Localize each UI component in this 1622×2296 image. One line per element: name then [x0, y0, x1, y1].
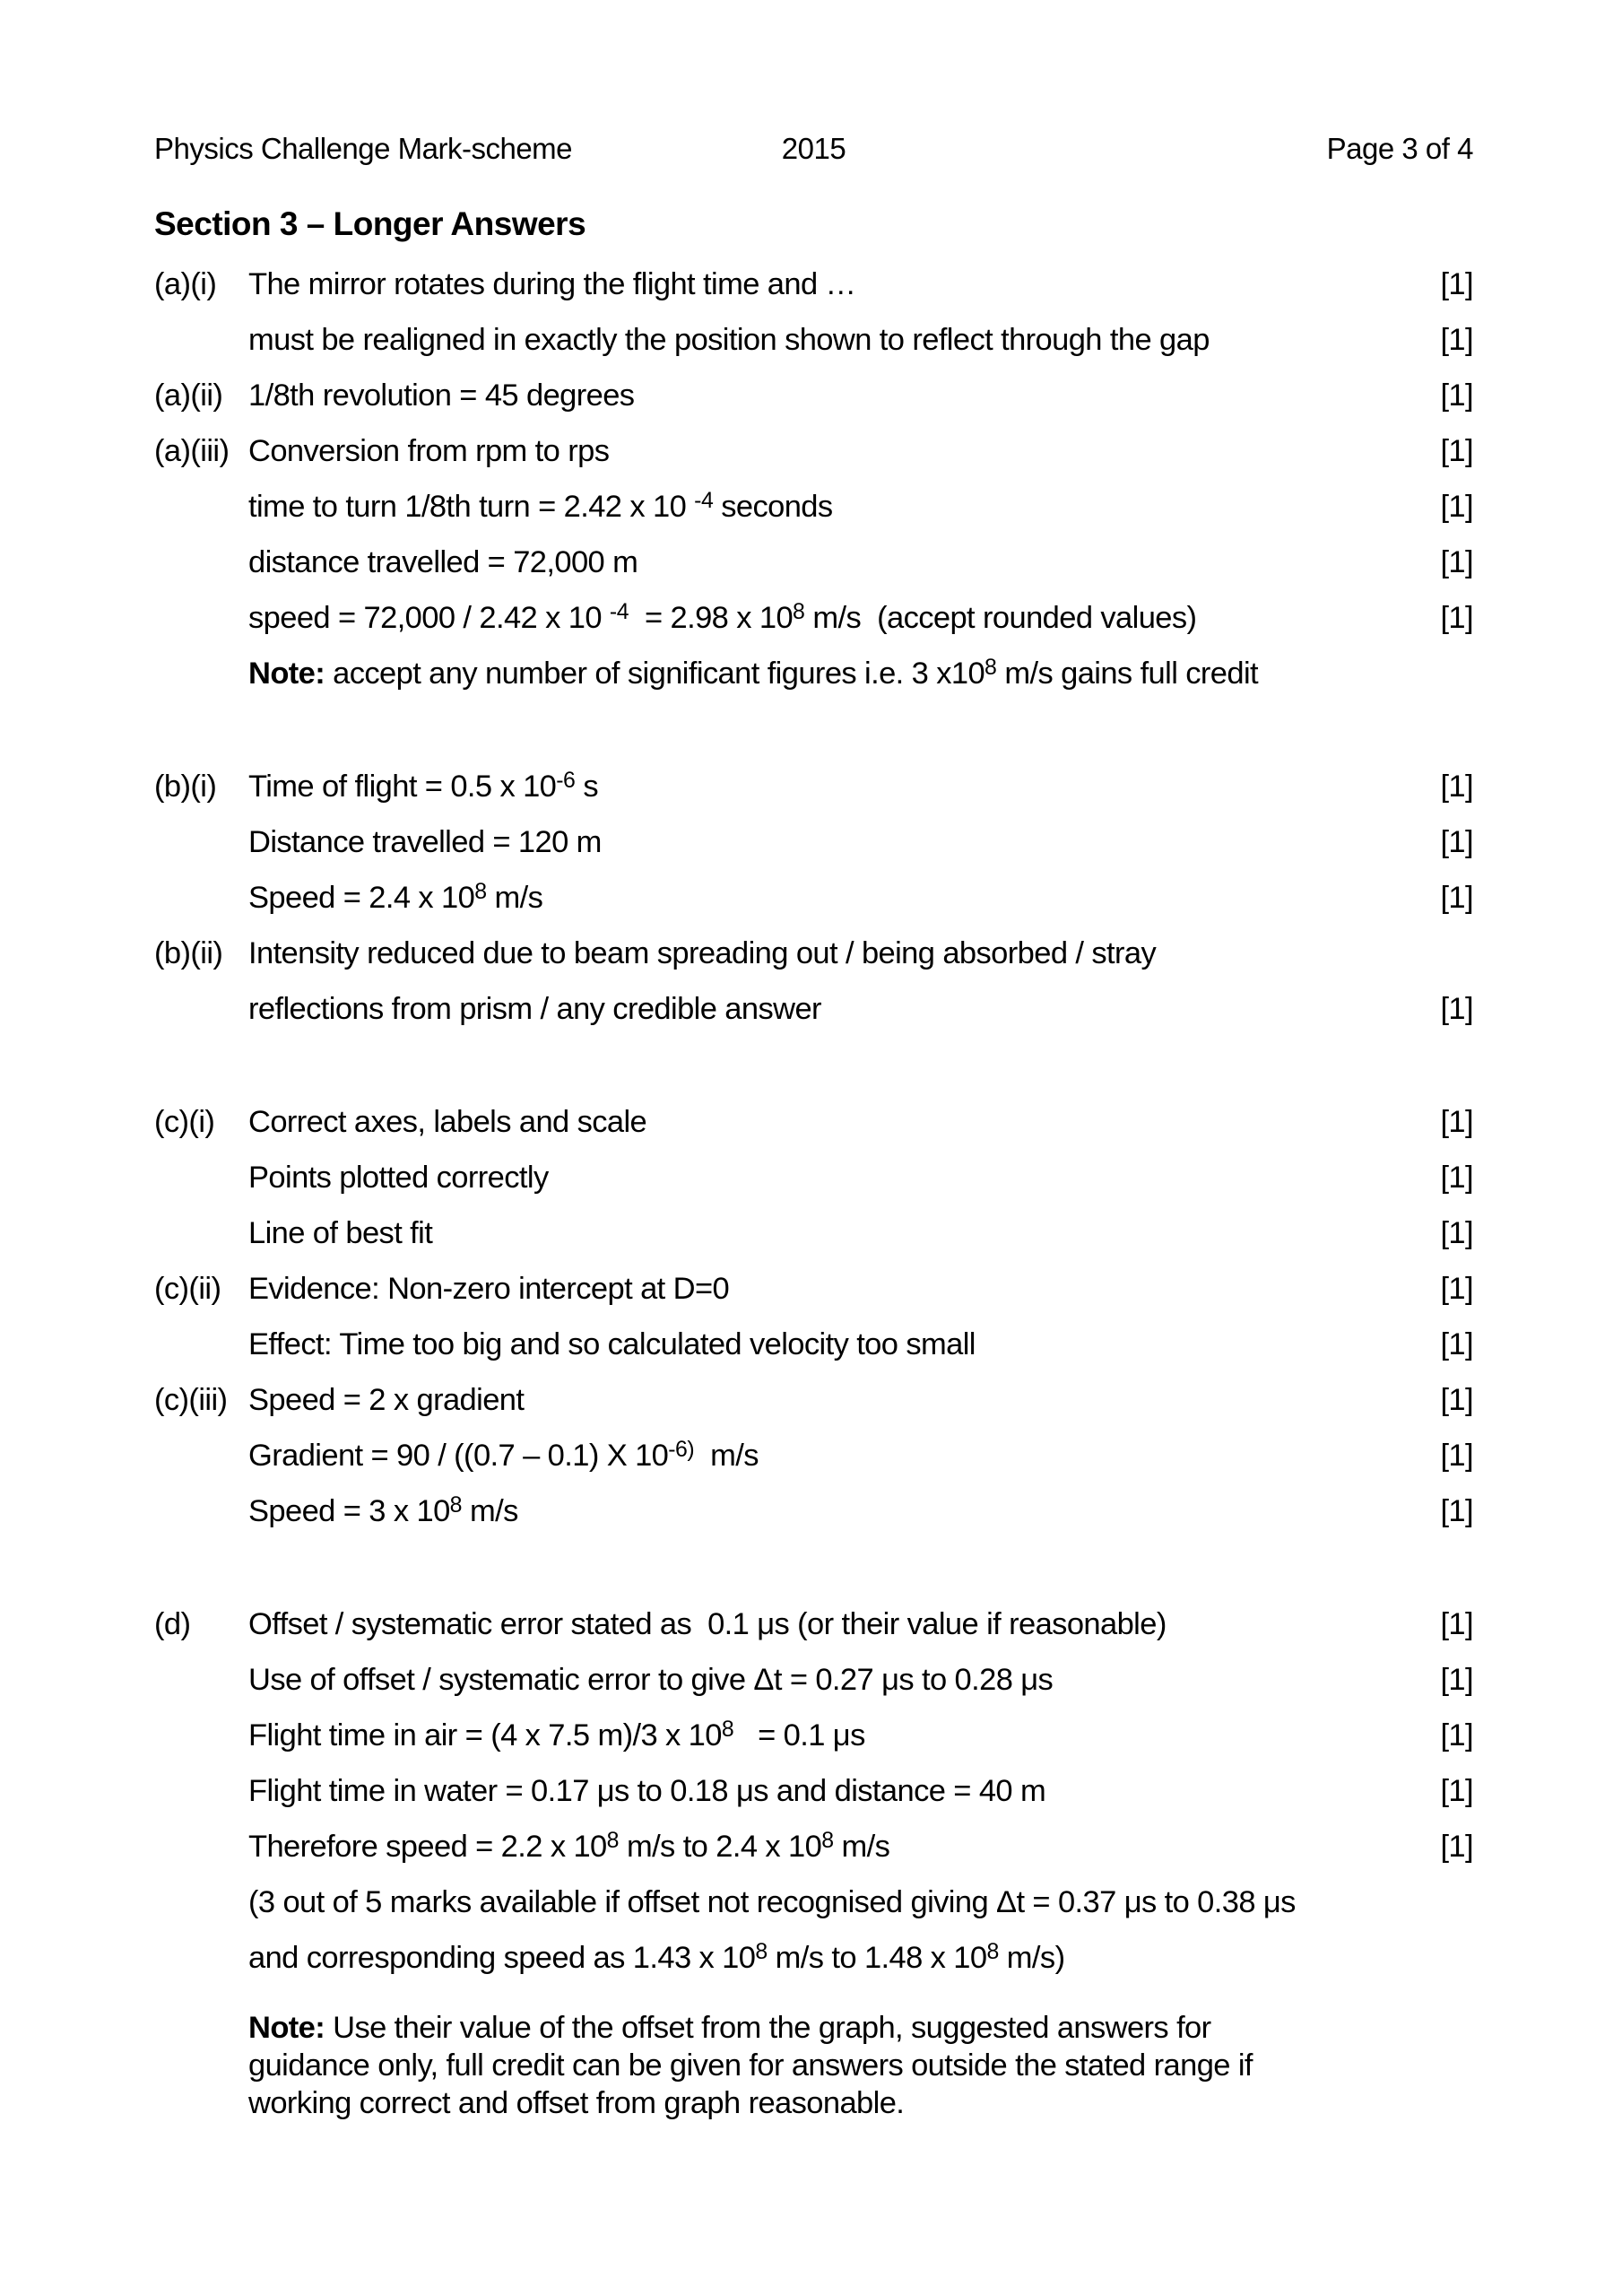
text-run: speed = 72,000 / 2.42 x 10 — [248, 601, 610, 635]
mark-scheme-row — [154, 1708, 1473, 1763]
item-text — [248, 1372, 1429, 1428]
text-run: reflections from prism / any credible answer — [248, 992, 821, 1026]
superscript: 8 — [986, 1939, 999, 1964]
mark-value: [1] — [1440, 323, 1473, 357]
mark-scheme-row — [154, 1483, 1473, 1539]
mark-value: [1] — [1440, 1105, 1473, 1139]
item-label — [154, 1652, 248, 1708]
item-text — [248, 2009, 1473, 2047]
text-run: The mirror rotates during the flight time and … — [248, 267, 856, 301]
mark-scheme-row — [154, 1150, 1473, 1205]
mark-scheme-row — [154, 646, 1473, 701]
mark-scheme-row — [154, 2047, 1473, 2084]
item-label — [154, 590, 248, 646]
mark-scheme-row — [154, 535, 1473, 590]
mark-scheme-row — [154, 1261, 1473, 1317]
mark-scheme-row — [154, 1428, 1473, 1483]
item-text — [248, 1205, 1429, 1261]
text-run: m/s (accept rounded values) — [804, 601, 1197, 635]
mark-scheme-row — [154, 870, 1473, 926]
item-label — [154, 312, 248, 368]
text-run: Use of offset / systematic error to give Δt = 0.27 μs to 0.28 μs — [248, 1663, 1054, 1697]
text-run: m/s) — [998, 1941, 1065, 1975]
item-label — [154, 1763, 248, 1819]
item-label: (b)(ii) — [154, 936, 223, 970]
superscript: 8 — [755, 1939, 768, 1964]
text-run: Speed = 2.4 x 10 — [248, 881, 475, 915]
mark-scheme-row — [154, 814, 1473, 870]
text-run: Use their value of the offset from the graph, suggested answers for — [325, 2011, 1211, 2045]
bold-run: Note: — [248, 2011, 325, 2045]
item-label — [154, 1428, 248, 1483]
mark-scheme-row — [154, 590, 1473, 646]
item-text — [248, 1708, 1429, 1763]
mark-scheme-row — [154, 1874, 1473, 1930]
mark-scheme-row — [154, 1596, 1473, 1652]
superscript: 8 — [793, 599, 805, 624]
mark-scheme-row — [154, 1819, 1473, 1874]
mark-value: [1] — [1440, 1494, 1473, 1528]
text-run: Speed = 2 x gradient — [248, 1383, 525, 1417]
item-label: (c)(ii) — [154, 1272, 221, 1306]
mark-scheme-row — [154, 1317, 1473, 1372]
item-label — [154, 535, 248, 590]
header-document-title: Physics Challenge Mark-scheme — [154, 132, 573, 165]
item-text — [248, 312, 1429, 368]
text-run: m/s to 2.4 x 10 — [618, 1830, 822, 1864]
item-label: (a)(i) — [154, 267, 217, 301]
item-label — [154, 981, 248, 1037]
item-label — [154, 1317, 248, 1372]
text-run: Therefore speed = 2.2 x 10 — [248, 1830, 607, 1864]
item-label — [154, 870, 248, 926]
mark-value: [1] — [1440, 490, 1473, 524]
item-label: (b)(i) — [154, 770, 217, 804]
mark-value: [1] — [1440, 434, 1473, 468]
item-text — [248, 1094, 1429, 1150]
item-text — [248, 1150, 1429, 1205]
text-run: s — [575, 770, 598, 804]
page-header — [154, 131, 1473, 167]
item-text — [248, 368, 1429, 423]
item-text — [248, 870, 1429, 926]
mark-value: [1] — [1440, 770, 1473, 804]
text-run: (3 out of 5 marks available if offset not recognised giving Δt = 0.37 μs to 0.38 μs — [248, 1885, 1296, 1919]
text-run: Distance travelled = 120 m — [248, 825, 602, 859]
item-text — [248, 1763, 1429, 1819]
superscript: -6 — [556, 768, 576, 793]
bold-run: Note: — [248, 657, 325, 691]
text-run: Points plotted correctly — [248, 1161, 549, 1195]
item-text — [248, 759, 1429, 814]
item-text — [248, 646, 1473, 701]
text-run: Speed = 3 x 10 — [248, 1494, 450, 1528]
text-run: accept any number of significant figures i.e. 3 x10 — [325, 657, 985, 691]
item-text — [248, 1819, 1429, 1874]
item-text — [248, 1261, 1429, 1317]
item-label: (c)(i) — [154, 1105, 215, 1139]
item-label — [154, 2084, 248, 2122]
section-title: Section 3 – Longer Answers — [154, 205, 586, 242]
item-label — [154, 1930, 248, 1986]
text-run: m/s — [486, 881, 543, 915]
text-run: distance travelled = 72,000 m — [248, 545, 638, 579]
item-label — [154, 814, 248, 870]
item-label — [154, 2047, 248, 2084]
item-text — [248, 1930, 1473, 1986]
text-run: Line of best fit — [248, 1216, 433, 1250]
item-text — [248, 590, 1429, 646]
mark-value: [1] — [1440, 1383, 1473, 1417]
mark-value: [1] — [1440, 378, 1473, 413]
mark-value: [1] — [1440, 881, 1473, 915]
item-text — [248, 981, 1429, 1037]
superscript: 8 — [984, 655, 997, 680]
mark-scheme-row — [154, 759, 1473, 814]
mark-value: [1] — [1440, 1663, 1473, 1697]
mark-scheme-row — [154, 1372, 1473, 1428]
mark-value: [1] — [1440, 1774, 1473, 1808]
text-run: Intensity reduced due to beam spreading out / being absorbed / stray — [248, 936, 1157, 970]
item-text — [248, 257, 1429, 312]
text-run: Flight time in water = 0.17 μs to 0.18 μs and distance = 40 m — [248, 1774, 1046, 1808]
item-text — [248, 1317, 1429, 1372]
text-run: = 2.98 x 10 — [629, 601, 794, 635]
mark-value: [1] — [1440, 267, 1473, 301]
text-run: Evidence: Non-zero intercept at D=0 — [248, 1272, 730, 1306]
mark-value: [1] — [1440, 1607, 1473, 1641]
text-run: Offset / systematic error stated as 0.1 μs (or their value if reasonable) — [248, 1607, 1167, 1641]
header-year: 2015 — [781, 132, 846, 165]
mark-value: [1] — [1440, 1216, 1473, 1250]
item-label — [154, 1150, 248, 1205]
item-label: (d) — [154, 1607, 191, 1641]
text-run: Conversion from rpm to rps — [248, 434, 610, 468]
item-text — [248, 814, 1429, 870]
item-text — [248, 1596, 1429, 1652]
item-label — [154, 2009, 248, 2047]
mark-scheme-row — [154, 479, 1473, 535]
mark-value: [1] — [1440, 1718, 1473, 1752]
text-run: seconds — [713, 490, 833, 524]
item-label — [154, 646, 248, 701]
mark-scheme-row — [154, 2009, 1473, 2047]
item-text — [248, 535, 1429, 590]
text-run: time to turn 1/8th turn = 2.42 x 10 — [248, 490, 695, 524]
mark-scheme-row — [154, 926, 1473, 981]
item-text — [248, 1428, 1429, 1483]
mark-value: [1] — [1440, 992, 1473, 1026]
mark-value: [1] — [1440, 1327, 1473, 1361]
text-run: 1/8th revolution = 45 degrees — [248, 378, 635, 413]
text-run: Correct axes, labels and scale — [248, 1105, 647, 1139]
item-text — [248, 423, 1429, 479]
item-label — [154, 1483, 248, 1539]
item-label — [154, 1819, 248, 1874]
superscript: -4 — [609, 599, 629, 624]
superscript: 8 — [721, 1717, 734, 1742]
superscript: 8 — [606, 1828, 619, 1853]
mark-scheme-row — [154, 1205, 1473, 1261]
text-run: Effect: Time too big and so calculated velocity too small — [248, 1327, 976, 1361]
mark-scheme-row — [154, 2084, 1473, 2122]
text-run: Gradient = 90 / ((0.7 – 0.1) X 10 — [248, 1439, 669, 1473]
text-run: Time of flight = 0.5 x 10 — [248, 770, 557, 804]
superscript: -6) — [668, 1437, 695, 1462]
mark-value: [1] — [1440, 1161, 1473, 1195]
mark-scheme-row — [154, 981, 1473, 1037]
mark-scheme-row — [154, 368, 1473, 423]
mark-scheme-row — [154, 1652, 1473, 1708]
item-text — [248, 1652, 1429, 1708]
item-label: (c)(iii) — [154, 1383, 228, 1417]
mark-scheme-row — [154, 1763, 1473, 1819]
mark-value: [1] — [1440, 1830, 1473, 1864]
text-run: and corresponding speed as 1.43 x 10 — [248, 1941, 756, 1975]
superscript: 8 — [474, 879, 487, 904]
mark-value: [1] — [1440, 1272, 1473, 1306]
item-label — [154, 479, 248, 535]
item-text — [248, 2047, 1473, 2084]
mark-scheme-row — [154, 1094, 1473, 1150]
item-label — [154, 1205, 248, 1261]
item-text — [248, 2084, 1473, 2122]
text-run: working correct and offset from graph reasonable. — [248, 2086, 905, 2120]
text-run: m/s gains full credit — [996, 657, 1259, 691]
mark-value: [1] — [1440, 1439, 1473, 1473]
superscript: -4 — [694, 488, 714, 513]
item-label: (a)(iii) — [154, 434, 230, 468]
text-run: m/s — [461, 1494, 518, 1528]
item-label: (a)(ii) — [154, 378, 223, 413]
item-text — [248, 1483, 1429, 1539]
text-run: m/s to 1.48 x 10 — [767, 1941, 987, 1975]
mark-value: [1] — [1440, 825, 1473, 859]
text-run: must be realigned in exactly the position shown to reflect through the gap — [248, 323, 1210, 357]
text-run: Flight time in air = (4 x 7.5 m)/3 x 10 — [248, 1718, 722, 1752]
text-run: m/s — [694, 1439, 759, 1473]
text-run: guidance only, full credit can be given for answers outside the stated range if — [248, 2048, 1253, 2083]
superscript: 8 — [821, 1828, 834, 1853]
mark-scheme-row — [154, 1930, 1473, 1986]
item-text — [248, 479, 1429, 535]
superscript: 8 — [449, 1492, 462, 1518]
text-run: = 0.1 μs — [733, 1718, 865, 1752]
mark-value: [1] — [1440, 601, 1473, 635]
mark-scheme-row — [154, 257, 1473, 312]
item-label — [154, 1708, 248, 1763]
item-text — [248, 926, 1473, 981]
mark-scheme-row — [154, 312, 1473, 368]
text-run: m/s — [833, 1830, 890, 1864]
header-page-number: Page 3 of 4 — [1326, 132, 1473, 165]
item-text — [248, 1874, 1473, 1930]
mark-scheme-row — [154, 423, 1473, 479]
item-label — [154, 1874, 248, 1930]
answer-rows — [154, 257, 1473, 2122]
mark-value: [1] — [1440, 545, 1473, 579]
